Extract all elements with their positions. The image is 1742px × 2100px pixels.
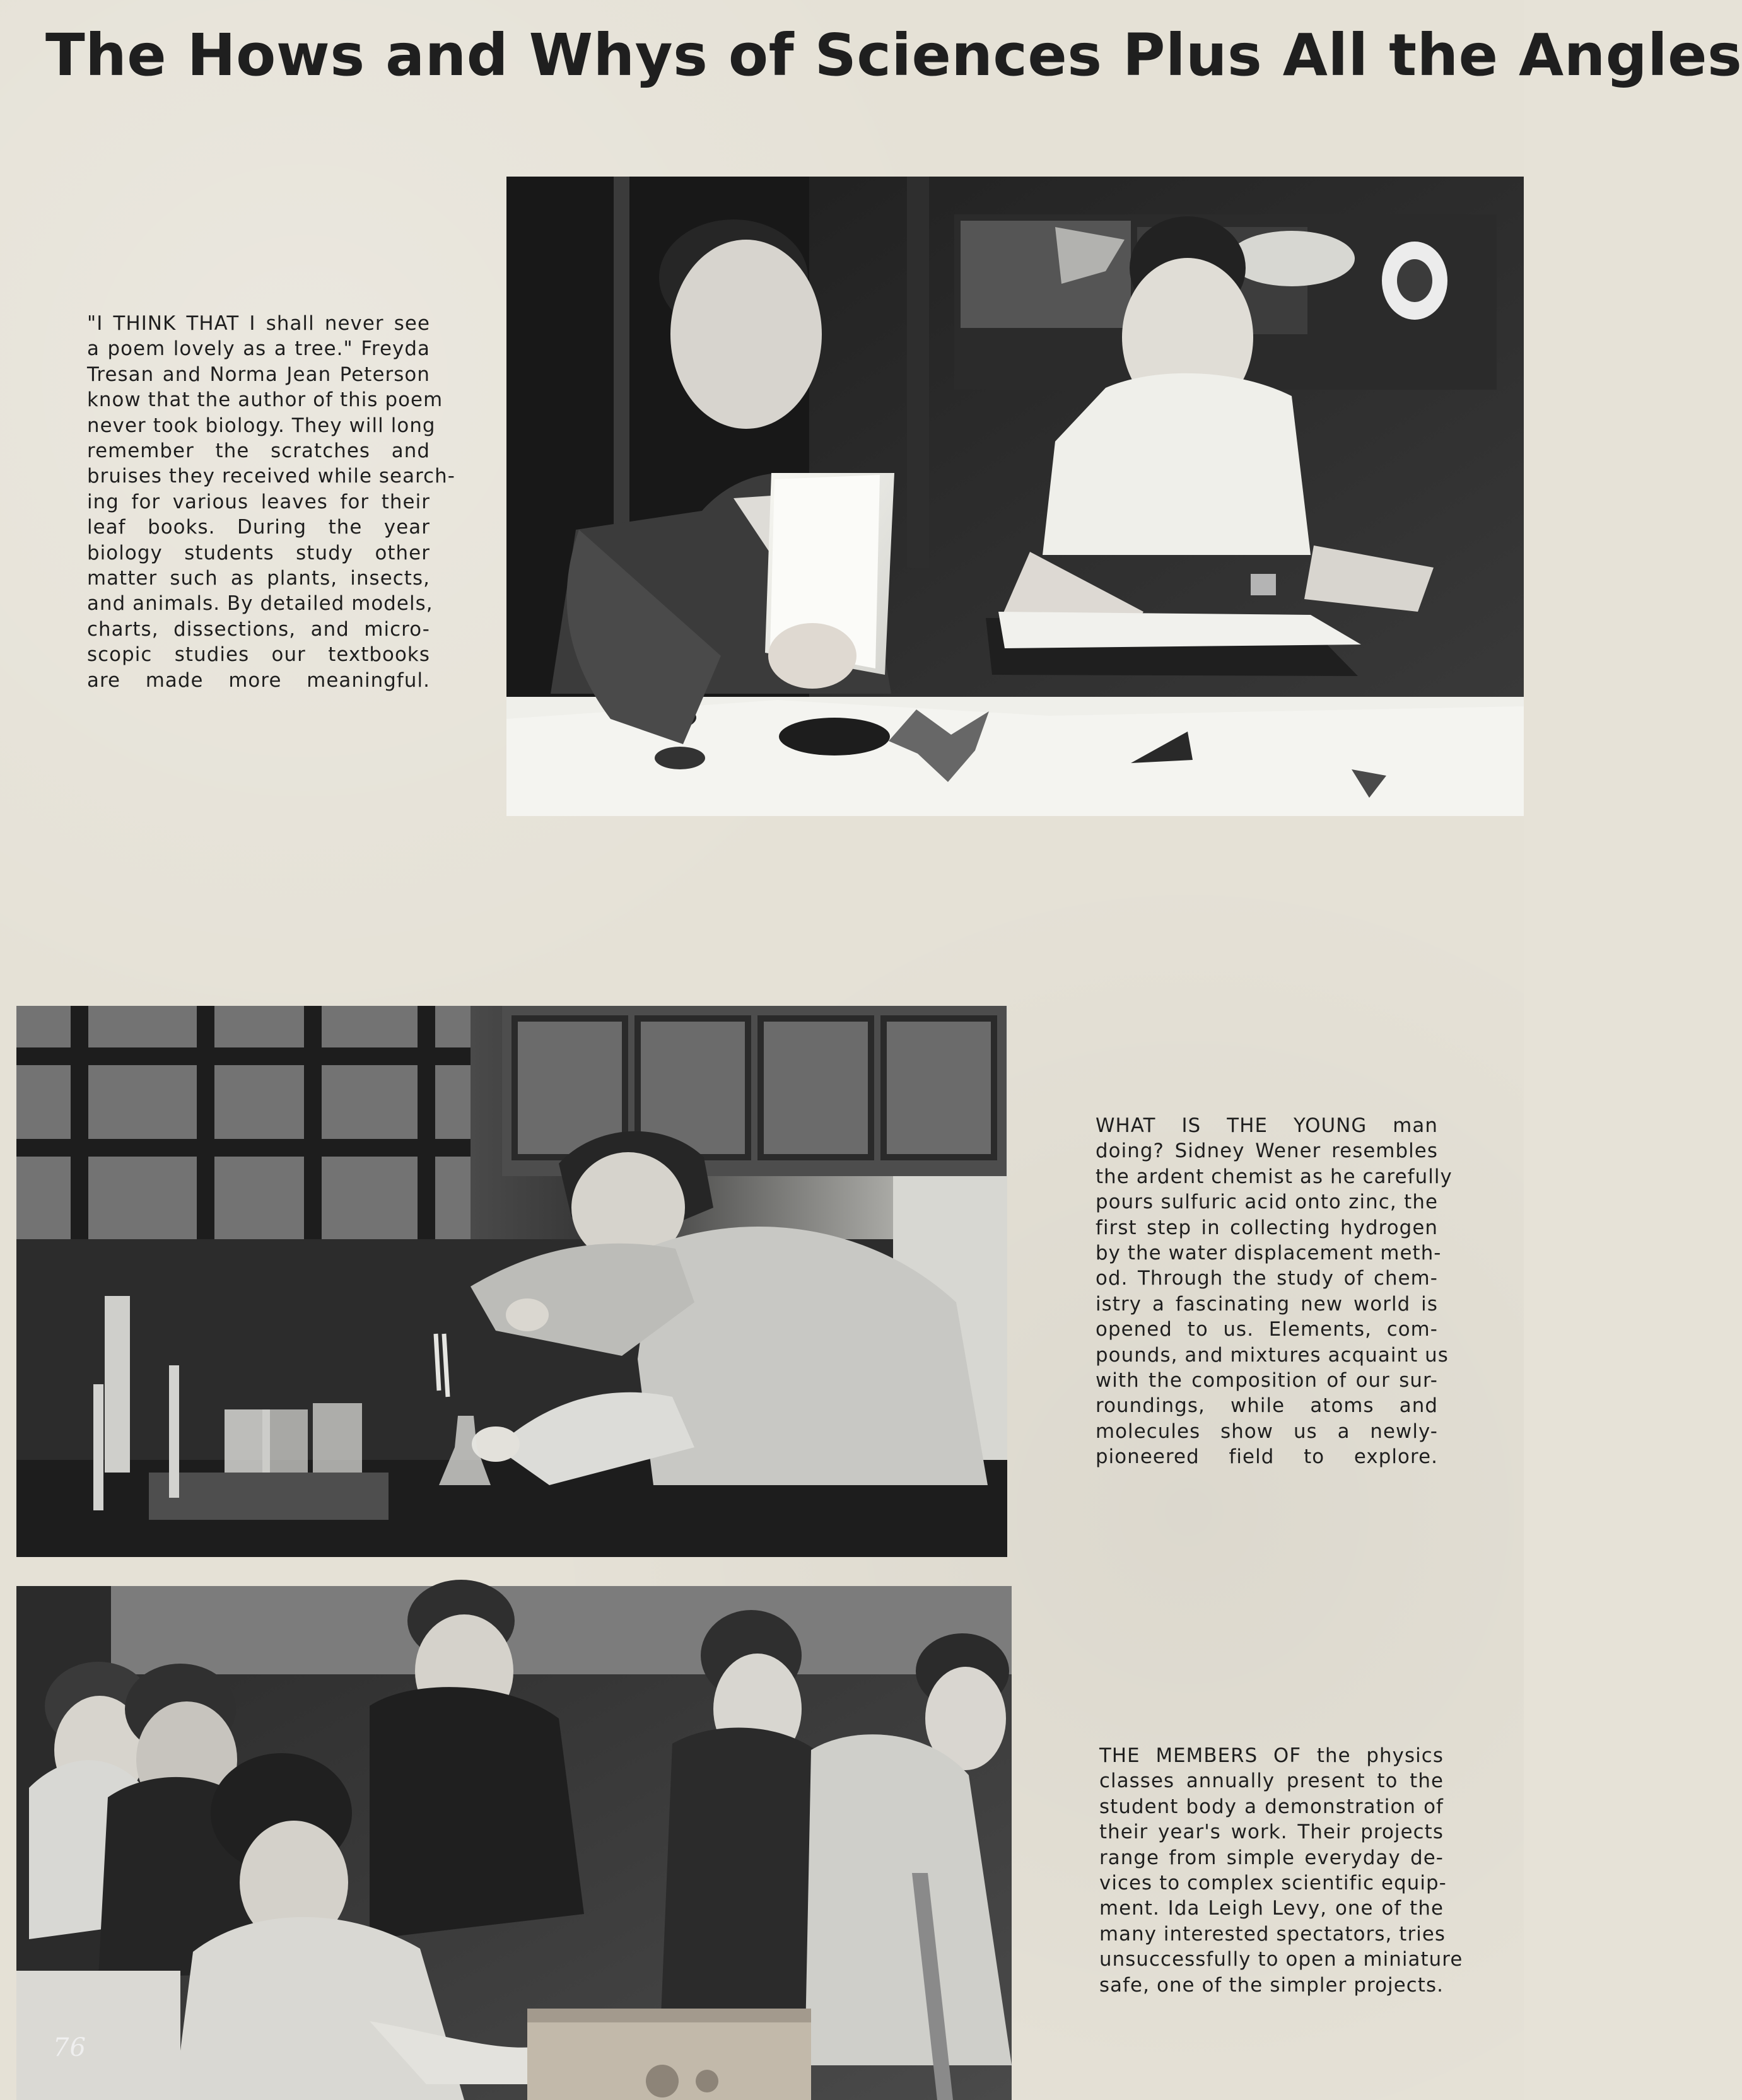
chemistry-photo: [16, 1006, 1007, 1557]
caption-line: and animals. By detailed models,: [87, 592, 433, 615]
caption-line: never took biology. They will long: [87, 414, 436, 437]
caption-line: "I THINK THAT I shall never see: [87, 312, 430, 335]
physics-caption: [1099, 1743, 1463, 1998]
caption-line: student body a demonstration of: [1099, 1795, 1444, 1818]
caption-line: pounds, and mixtures acquaint us: [1096, 1343, 1449, 1367]
caption-line: range from simple everyday de-: [1099, 1846, 1444, 1869]
caption-line: biology students study other: [87, 541, 430, 564]
caption-line: ing for various leaves for their: [87, 490, 430, 513]
caption-line: unsuccessfully to open a miniature: [1099, 1948, 1463, 1971]
caption-line: by the water displacement meth-: [1096, 1242, 1442, 1265]
page-title: The Hows and Whys of Sciences Plus All the Angles: [45, 21, 1742, 89]
caption-line: many interested spectators, tries: [1099, 1922, 1446, 1945]
caption-line: pours sulfuric acid onto zinc, the: [1096, 1191, 1438, 1214]
caption-line: the ardent chemist as he carefully: [1096, 1165, 1453, 1188]
caption-line: charts, dissections, and micro-: [87, 617, 430, 641]
caption-line: with the composition of our sur-: [1096, 1369, 1438, 1392]
caption-line: istry a fascinating new world is: [1096, 1292, 1438, 1315]
caption-line: scopic studies our textbooks: [87, 643, 430, 667]
caption-line: ment. Ida Leigh Levy, one of the: [1099, 1897, 1444, 1920]
caption-line: remember the scratches and: [87, 440, 430, 463]
caption-line: THE MEMBERS OF the physics: [1099, 1744, 1444, 1767]
caption-line: Tresan and Norma Jean Peterson: [87, 363, 430, 386]
caption-line: roundings, while atoms and: [1096, 1394, 1438, 1418]
caption-line: WHAT IS THE YOUNG man: [1096, 1114, 1438, 1137]
caption-line: a poem lovely as a tree." Freyda: [87, 337, 430, 361]
caption-line: doing? Sidney Wener resembles: [1096, 1140, 1438, 1163]
caption-line: molecules show us a newly-: [1096, 1420, 1438, 1443]
biology-caption: [87, 311, 456, 693]
physics-photo: [16, 1586, 1012, 2100]
caption-line: matter such as plants, insects,: [87, 567, 430, 590]
caption-line: first step in collecting hydrogen: [1096, 1216, 1438, 1239]
caption-line: bruises they received while search-: [87, 465, 456, 488]
caption-line: safe, one of the simpler projects.: [1099, 1973, 1444, 1997]
biology-photo: [506, 177, 1524, 816]
caption-line: vices to complex scientific equip-: [1099, 1872, 1447, 1895]
caption-line: know that the author of this poem: [87, 388, 443, 412]
caption-line: leaf books. During the year: [87, 516, 430, 539]
caption-line: od. Through the study of chem-: [1096, 1267, 1438, 1290]
caption-line: their year's work. Their projects: [1099, 1821, 1444, 1844]
caption-line: classes annually present to the: [1099, 1770, 1444, 1793]
chemistry-caption: [1096, 1113, 1453, 1470]
page-number: 76: [53, 2033, 86, 2062]
caption-line: are made more meaningful.: [87, 668, 430, 692]
caption-line: opened to us. Elements, com-: [1096, 1318, 1438, 1341]
caption-line: pioneered field to explore.: [1096, 1445, 1438, 1469]
